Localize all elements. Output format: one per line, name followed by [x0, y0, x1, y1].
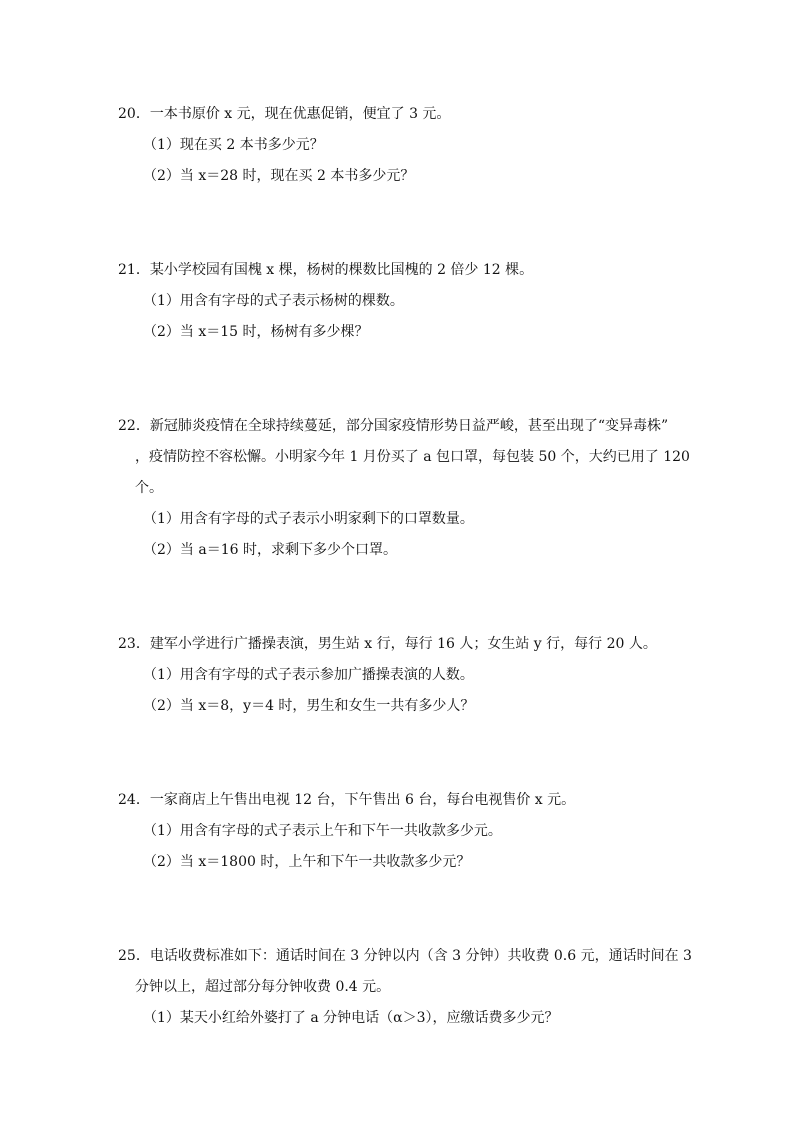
question-text: 新冠肺炎疫情在全球持续蔓延，部分国家疫情形势日益严峻，甚至出现了“变异毒株”: [149, 418, 669, 434]
question-text: 电话收费标准如下：通话时间在 3 分钟以内（含 3 分钟）共收费 0.6 元，通话时间在 3: [149, 948, 692, 964]
question-text: 某小学校园有国槐 x 棵，杨树的棵数比国槐的 2 倍少 12 棵。: [149, 262, 534, 278]
question-25: [118, 947, 692, 965]
question-number: 23．: [118, 636, 150, 652]
question-20-sub-2: （2）当 x＝28 时，现在买 2 本书多少元？: [143, 168, 415, 184]
question-text: 一家商店上午售出电视 12 台，下午售出 6 台，每台电视售价 x 元。: [149, 792, 576, 808]
question-23-sub-1: （1）用含有字母的式子表示参加广播操表演的人数。: [143, 667, 474, 683]
question-23: [118, 635, 657, 653]
question-number: 21．: [118, 262, 150, 278]
question-text: 建军小学进行广播操表演，男生站 x 行，每行 16 人；女生站 y 行，每行 20 人。: [149, 636, 657, 652]
question-25-sub-1: （1）某天小红给外婆打了 a 分钟电话（α＞3），应缴话费多少元？: [143, 1010, 559, 1026]
question-22: [118, 417, 668, 435]
question-22-sub-2: （2）当 a＝16 时，求剩下多少个口罩。: [143, 542, 397, 558]
question-21: [118, 261, 533, 279]
question-20: [118, 105, 450, 123]
question-22-line-3: 个。: [135, 480, 163, 496]
question-20-sub-1: （1）现在买 2 本书多少元？: [143, 137, 324, 153]
question-24-sub-1: （1）用含有字母的式子表示上午和下午一共收款多少元。: [143, 823, 502, 839]
question-21-sub-1: （1）用含有字母的式子表示杨树的棵数。: [143, 293, 404, 309]
question-23-sub-2: （2）当 x＝8，y＝4 时，男生和女生一共有多少人？: [143, 698, 475, 714]
question-text: 一本书原价 x 元，现在优惠促销，便宜了 3 元。: [149, 106, 451, 122]
question-24: [118, 791, 575, 809]
question-24-sub-2: （2）当 x＝1800 时，上午和下午一共收款多少元？: [143, 854, 471, 870]
question-number: 20．: [118, 106, 150, 122]
question-21-sub-2: （2）当 x＝15 时，杨树有多少棵？: [143, 324, 369, 340]
question-25-line-2: 分钟以上，超过部分每分钟收费 0.4 元。: [135, 979, 391, 995]
question-number: 24．: [118, 792, 150, 808]
question-22-sub-1: （1）用含有字母的式子表示小明家剩下的口罩数量。: [143, 511, 474, 527]
question-number: 22．: [118, 418, 150, 434]
question-number: 25．: [118, 948, 150, 964]
question-22-line-2: ，疫情防控不容松懈。小明家今年 1 月份买了 a 包口罩，每包装 50 个，大约已用了 120: [135, 449, 690, 465]
